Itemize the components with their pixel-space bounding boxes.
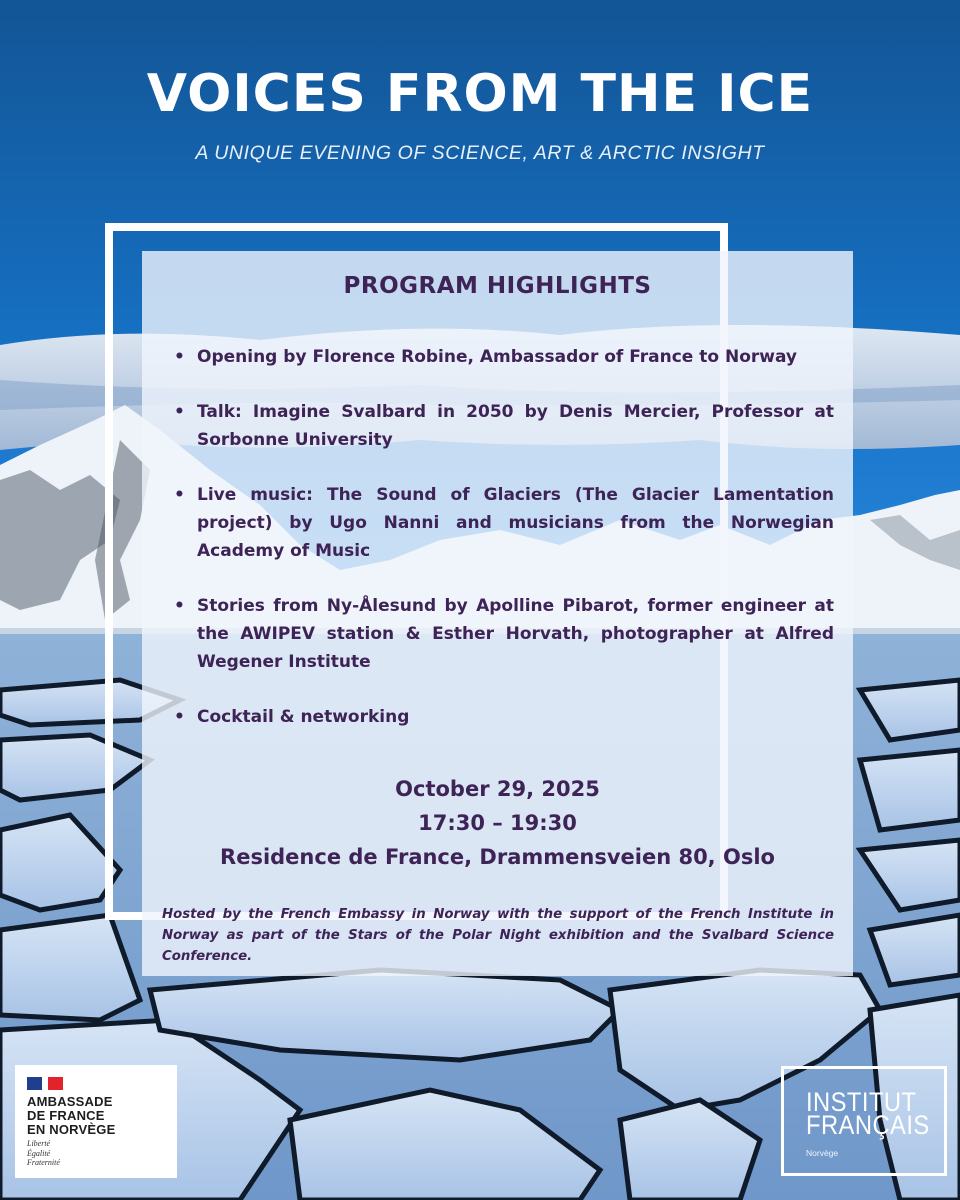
event-subtitle: A UNIQUE EVENING OF SCIENCE, ART & ARCTIC INSIGHT bbox=[195, 142, 765, 164]
french-republic-flag-icon bbox=[27, 1077, 63, 1090]
program-item bbox=[174, 481, 834, 565]
program-heading: PROGRAM HIGHLIGHTS bbox=[343, 273, 652, 299]
program-item-text: Talk: Imagine Svalbard in 2050 by Denis Mercier, Professor at Sorbonne University bbox=[197, 402, 834, 450]
institut-name: INSTITUT FRANÇAIS bbox=[806, 1087, 930, 1140]
event-details bbox=[142, 772, 853, 874]
republic-motto: Liberté Égalité Fraternité bbox=[27, 1139, 60, 1167]
bullet-icon: • bbox=[174, 596, 185, 616]
event-venue: Residence de France, Drammensveien 80, Oslo bbox=[220, 845, 775, 869]
hosted-note: Hosted by the French Embassy in Norway with the support of the French Institute in Norway as part of the Stars of the Polar Night exhibition and the Svalbard Science Conference. bbox=[162, 907, 834, 964]
program-item-text: Live music: The Sound of Glaciers (The Glacier Lamentation project) by Ugo Nanni and musicians from the Norwegian Academy of Music bbox=[197, 485, 834, 561]
event-title: VOICES FROM THE ICE bbox=[146, 64, 814, 124]
program-item-text: Stories from Ny-Ålesund by Apolline Pibarot, former engineer at the AWIPEV station & Esther Horvath, photographer at Alfred Wegener Institute bbox=[197, 596, 834, 672]
embassy-name: AMBASSADE DE FRANCE EN NORVÈGE bbox=[27, 1094, 116, 1137]
institut-country: Norvège bbox=[806, 1148, 839, 1158]
program-list bbox=[174, 343, 834, 758]
bullet-icon: • bbox=[174, 402, 185, 422]
institut-francais-logo bbox=[781, 1066, 947, 1176]
program-item bbox=[174, 703, 834, 731]
bullet-icon: • bbox=[174, 485, 185, 505]
program-item bbox=[174, 592, 834, 676]
bullet-icon: • bbox=[174, 347, 185, 367]
program-item bbox=[174, 343, 834, 371]
program-item-text: Cocktail & networking bbox=[197, 707, 410, 727]
bullet-icon: • bbox=[174, 707, 185, 727]
event-date: October 29, 2025 bbox=[395, 777, 600, 801]
program-item bbox=[174, 398, 834, 454]
program-panel bbox=[142, 251, 853, 976]
program-item-text: Opening by Florence Robine, Ambassador of France to Norway bbox=[197, 347, 797, 367]
embassy-logo bbox=[15, 1065, 177, 1178]
event-time: 17:30 – 19:30 bbox=[418, 811, 577, 835]
